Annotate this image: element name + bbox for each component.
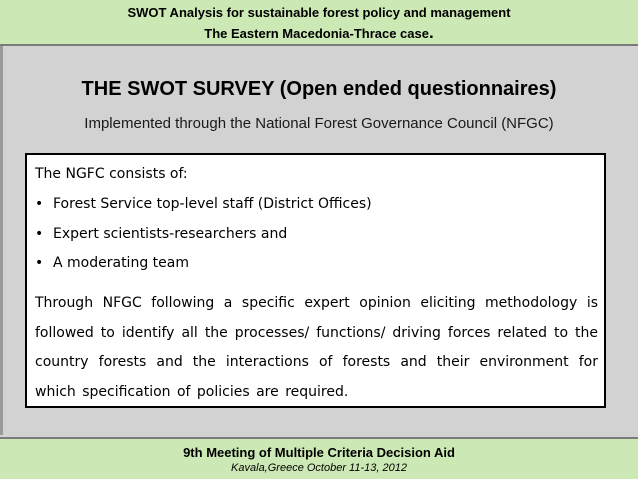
bullet-dot-icon: • bbox=[35, 196, 44, 212]
box-intro: The NGFC consists of: bbox=[35, 166, 188, 182]
box-paragraph: Through NFGC following a specific expert opinion eliciting methodology is followed to identify all the processes/ functions/ driving forces related to the country forests and the interactions of forests and their environment for which specification of policies are required. bbox=[35, 295, 598, 400]
bullet-item bbox=[35, 255, 189, 271]
header-line-2-text: The Eastern Macedonia-Thrace case bbox=[204, 26, 429, 41]
header-line-1: SWOT Analysis for sustainable forest policy and management bbox=[127, 5, 511, 20]
slide-subtitle: Implemented through the National Forest Governance Council (NFGC) bbox=[84, 115, 554, 132]
bullet-item bbox=[35, 196, 372, 212]
header-line-2 bbox=[0, 23, 638, 43]
header-divider bbox=[0, 44, 638, 46]
bullet-text: Forest Service top-level staff (District Offices) bbox=[53, 196, 372, 212]
left-border-line bbox=[0, 46, 3, 435]
header-line-2-period: . bbox=[428, 23, 434, 42]
bullet-item bbox=[35, 226, 287, 242]
content-box bbox=[25, 153, 606, 408]
footer-line-2: Kavala,Greece October 11-13, 2012 bbox=[231, 462, 407, 474]
header-banner bbox=[0, 0, 638, 44]
slide-title: THE SWOT SURVEY (Open ended questionnaires) bbox=[81, 78, 557, 100]
footer-line-1: 9th Meeting of Multiple Criteria Decision Aid bbox=[183, 445, 455, 460]
bullet-text: A moderating team bbox=[53, 255, 189, 271]
footer-banner bbox=[0, 437, 638, 479]
bullet-text: Expert scientists-researchers and bbox=[53, 226, 288, 242]
bullet-dot-icon: • bbox=[35, 226, 44, 242]
bullet-dot-icon: • bbox=[35, 255, 44, 271]
